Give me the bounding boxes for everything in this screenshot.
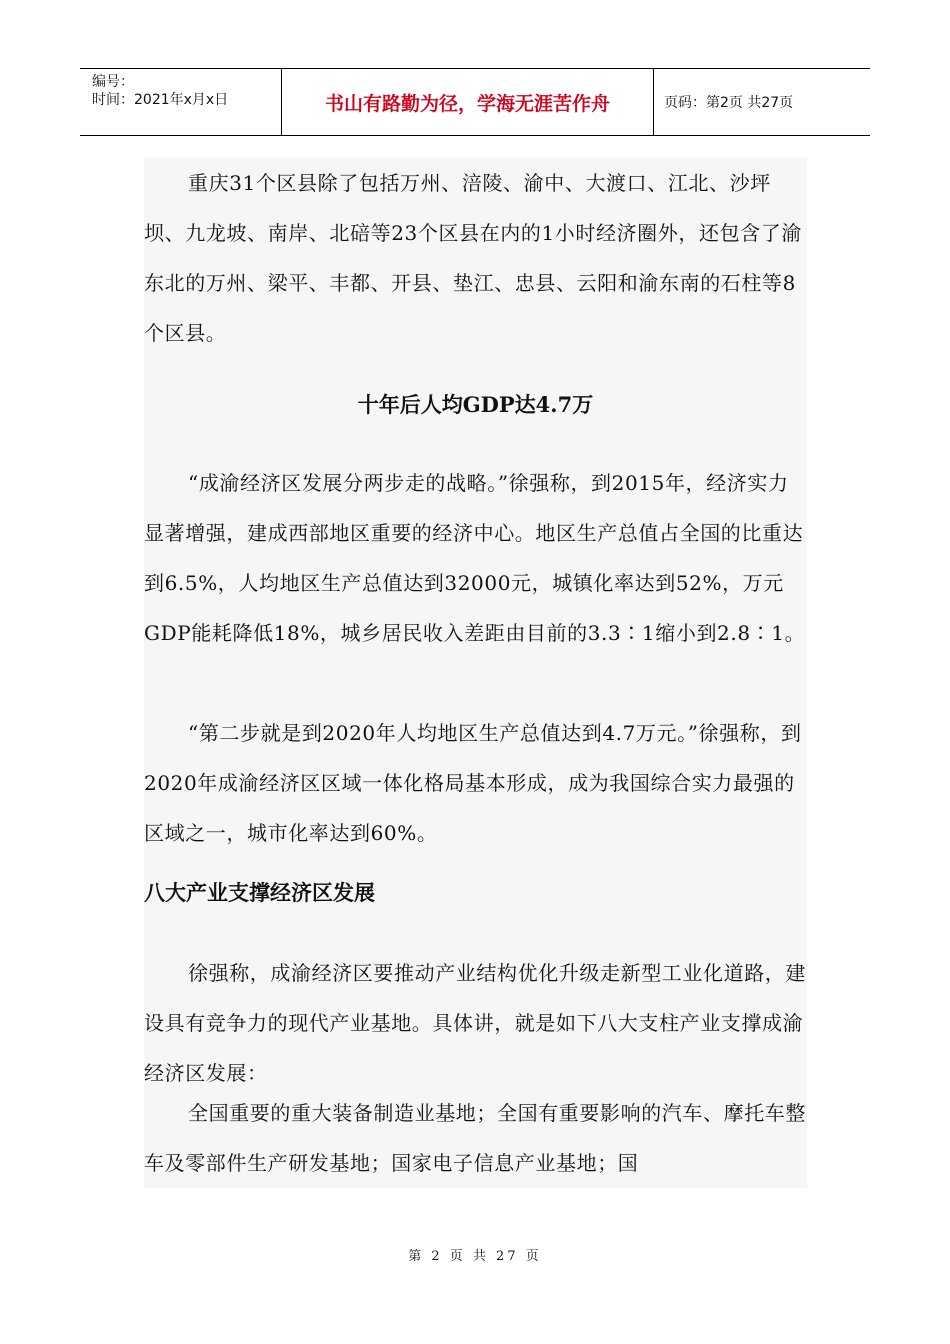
- date-label: 时间：2021年x月x日: [92, 92, 229, 108]
- page-footer: 第 2 页 共 27 页: [408, 1249, 542, 1264]
- paragraph-second-step: “第二步就是到2020年人均地区生产总值达到4.7万元。”徐强称，到2020年成渝经济区区域一体化格局基本形成，成为我国综合实力最强的区域之一，城市化率达到60%。: [144, 721, 802, 845]
- serial-number-label: 编号：: [92, 74, 134, 90]
- paragraph-industry-list: 全国重要的重大装备制造业基地；全国有重要影响的汽车、摩托车整车及零部件生产研发基地；国家电子信息产业基地；国: [144, 1101, 806, 1175]
- section-heading-industries: 八大产业支撑经济区发展: [144, 881, 375, 905]
- paragraph-districts: 重庆31个区县除了包括万州、涪陵、渝中、大渡口、江北、沙坪坝、九龙坡、南岸、北碚等23个区县在内的1小时经济圈外，还包含了渝东北的万州、梁平、丰都、开县、垫江、忠县、云阳和渝东南的石柱等8个区县。: [144, 171, 802, 345]
- header-page-info: 页码：第2页 共27页: [664, 95, 794, 111]
- section-heading-gdp: 十年后人均GDP达4.7万: [357, 392, 594, 417]
- paragraph-two-steps: “成渝经济区发展分两步走的战略。”徐强称，到2015年，经济实力显著增强，建成西部地区重要的经济中心。地区生产总值占全国的比重达到6.5%，人均地区生产总值达到32000元，城镇化率达到52%，万元GDP能耗降低18%，城乡居民收入差距由目前的3.3∶1缩小到2.8∶1。: [144, 471, 806, 645]
- header-motto: 书山有路勤为径，学海无涯苦作舟: [282, 69, 654, 135]
- paragraph-industry-intro: 徐强称，成渝经济区要推动产业结构优化升级走新型工业化道路，建设具有竞争力的现代产业基地。具体讲，就是如下八大支柱产业支撑成渝经济区发展：: [144, 961, 806, 1085]
- document-body: [144, 158, 807, 1188]
- header-meta-cell: [80, 69, 282, 135]
- document-header: [80, 68, 870, 136]
